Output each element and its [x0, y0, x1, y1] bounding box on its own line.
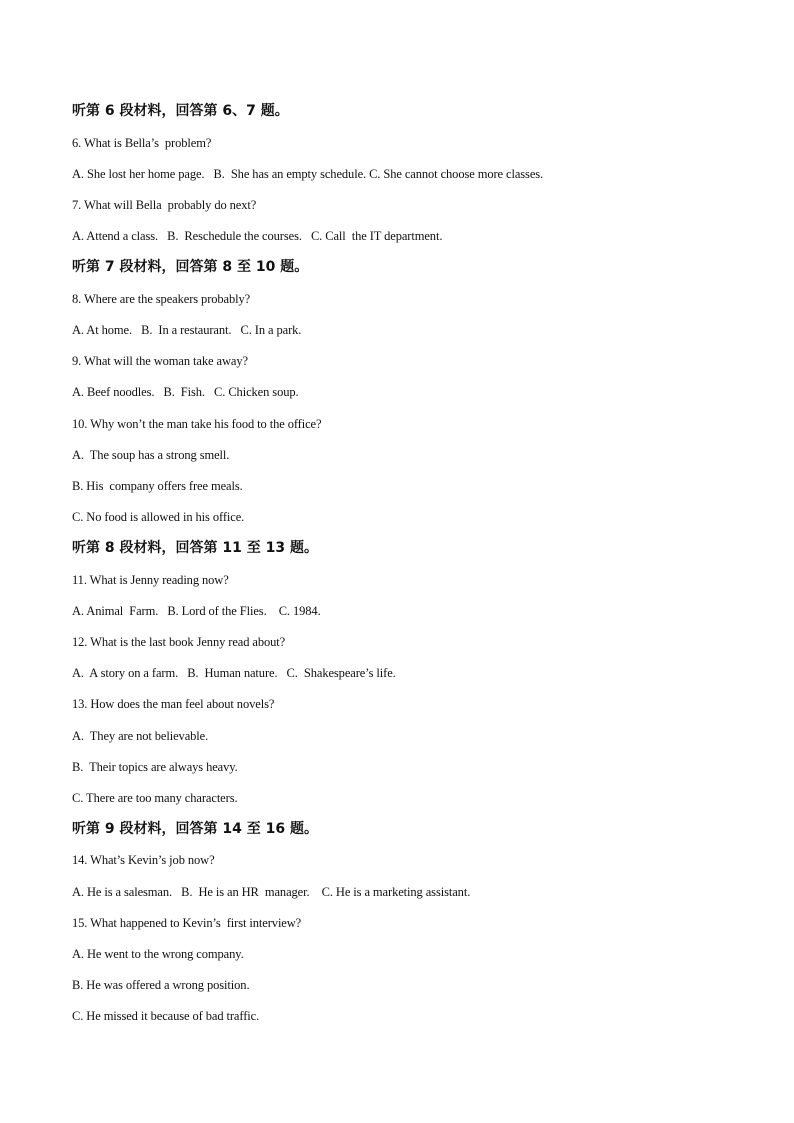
answer-option: A. The soup has a strong smell.: [72, 448, 230, 462]
question-text: 7. What will Bella probably do next?: [72, 198, 257, 212]
answer-option: C. There are too many characters.: [72, 791, 238, 805]
answer-option: A. He went to the wrong company.: [72, 947, 244, 961]
answer-options: A. Attend a class. B. Reschedule the courses. C. Call the IT department.: [72, 229, 443, 243]
question-text: 6. What is Bella’s problem?: [72, 136, 212, 150]
question-text: 15. What happened to Kevin’s first interview?: [72, 916, 302, 930]
question-text: 12. What is the last book Jenny read about?: [72, 635, 286, 649]
answer-option: C. No food is allowed in his office.: [72, 510, 245, 524]
answer-options: A. She lost her home page. B. She has an empty schedule. C. She cannot choose more classes.: [72, 167, 544, 181]
section-heading: 听第 7 段材料，回答第 8 至 10 题。: [72, 259, 309, 275]
question-text: 8. Where are the speakers probably?: [72, 292, 251, 306]
answer-options: A. A story on a farm. B. Human nature. C. Shakespeare’s life.: [72, 666, 396, 680]
question-text: 11. What is Jenny reading now?: [72, 573, 229, 587]
answer-options: A. Beef noodles. B. Fish. C. Chicken soup.: [72, 385, 299, 399]
question-text: 10. Why won’t the man take his food to the office?: [72, 417, 322, 431]
section-heading: 听第 8 段材料，回答第 11 至 13 题。: [72, 540, 318, 556]
answer-option: C. He missed it because of bad traffic.: [72, 1009, 260, 1023]
answer-options: A. At home. B. In a restaurant. C. In a park.: [72, 323, 302, 337]
answer-option: B. His company offers free meals.: [72, 479, 243, 493]
answer-options: A. He is a salesman. B. He is an HR manager. C. He is a marketing assistant.: [72, 885, 471, 899]
answer-options: A. Animal Farm. B. Lord of the Flies. C. 1984.: [72, 604, 321, 618]
section-heading: 听第 9 段材料，回答第 14 至 16 题。: [72, 821, 318, 837]
question-text: 9. What will the woman take away?: [72, 354, 248, 368]
answer-option: A. They are not believable.: [72, 729, 209, 743]
answer-option: B. Their topics are always heavy.: [72, 760, 238, 774]
answer-option: B. He was offered a wrong position.: [72, 978, 250, 992]
section-heading: 听第 6 段材料，回答第 6、7 题。: [72, 103, 289, 119]
question-text: 13. How does the man feel about novels?: [72, 697, 275, 711]
question-text: 14. What’s Kevin’s job now?: [72, 853, 215, 867]
